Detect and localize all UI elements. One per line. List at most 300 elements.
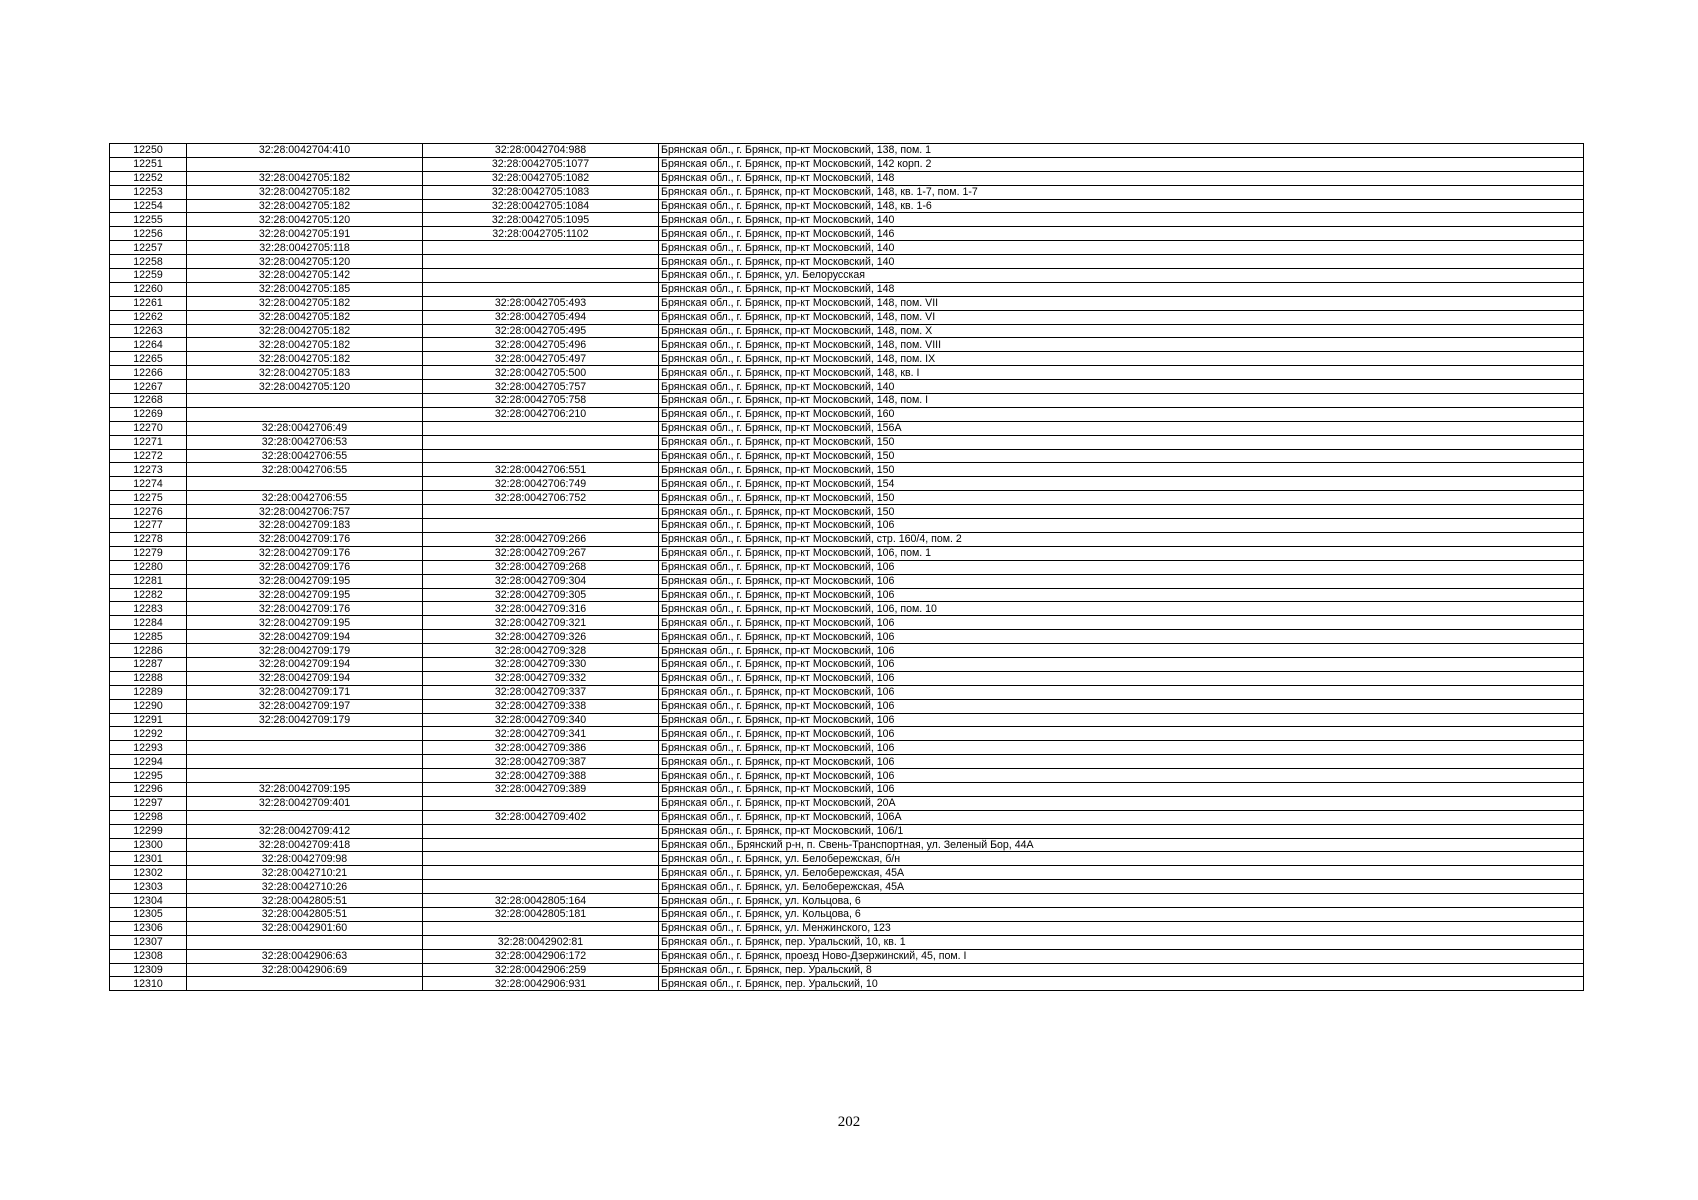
- object-cadastral-number-cell: 32:28:0042709:321: [423, 616, 659, 630]
- object-cadastral-number-cell: 32:28:0042706:752: [423, 491, 659, 505]
- land-cadastral-number-cell: 32:28:0042706:55: [187, 491, 423, 505]
- object-cadastral-number-cell: 32:28:0042709:304: [423, 574, 659, 588]
- object-cadastral-number-cell: 32:28:0042706:551: [423, 463, 659, 477]
- row-number-cell: 12299: [110, 824, 187, 838]
- row-number-cell: 12259: [110, 269, 187, 283]
- object-cadastral-number-cell: 32:28:0042705:758: [423, 394, 659, 408]
- table-row: [110, 755, 1584, 769]
- address-cell: Брянская обл., г. Брянск, пр-кт Московский, 106: [659, 727, 1584, 741]
- row-number-cell: 12282: [110, 588, 187, 602]
- address-cell: Брянская обл., г. Брянск, пр-кт Московский, 148, пом. X: [659, 324, 1584, 338]
- object-cadastral-number-cell: 32:28:0042709:267: [423, 546, 659, 560]
- address-cell: Брянская обл., г. Брянск, пр-кт Московский, 148, кв. 1-6: [659, 199, 1584, 213]
- address-cell: Брянская обл., г. Брянск, пр-кт Московский, 150: [659, 435, 1584, 449]
- table-row: [110, 463, 1584, 477]
- row-number-cell: 12271: [110, 435, 187, 449]
- table-row: [110, 963, 1584, 977]
- row-number-cell: 12253: [110, 185, 187, 199]
- table-row: [110, 602, 1584, 616]
- object-cadastral-number-cell: 32:28:0042705:757: [423, 380, 659, 394]
- table-row: [110, 366, 1584, 380]
- object-cadastral-number-cell: 32:28:0042705:1077: [423, 157, 659, 171]
- row-number-cell: 12265: [110, 352, 187, 366]
- address-cell: Брянская обл., г. Брянск, пр-кт Московский, 140: [659, 241, 1584, 255]
- address-cell: Брянская обл., г. Брянск, пр-кт Московский, 160: [659, 407, 1584, 421]
- address-cell: Брянская обл., г. Брянск, пр-кт Московский, 106: [659, 616, 1584, 630]
- row-number-cell: 12295: [110, 769, 187, 783]
- table-row: [110, 852, 1584, 866]
- land-cadastral-number-cell: [187, 810, 423, 824]
- table-row: [110, 282, 1584, 296]
- row-number-cell: 12268: [110, 394, 187, 408]
- table-row: [110, 824, 1584, 838]
- row-number-cell: 12281: [110, 574, 187, 588]
- address-cell: Брянская обл., г. Брянск, пр-кт Московский, 106: [659, 671, 1584, 685]
- object-cadastral-number-cell: [423, 282, 659, 296]
- address-cell: Брянская обл., г. Брянск, ул. Белобережская, 45А: [659, 866, 1584, 880]
- address-cell: Брянская обл., г. Брянск, пр-кт Московский, 148, пом. VII: [659, 296, 1584, 310]
- row-number-cell: 12309: [110, 963, 187, 977]
- object-cadastral-number-cell: [423, 838, 659, 852]
- land-cadastral-number-cell: 32:28:0042705:182: [187, 310, 423, 324]
- address-cell: Брянская обл., г. Брянск, пр-кт Московский, 150: [659, 463, 1584, 477]
- object-cadastral-number-cell: 32:28:0042709:337: [423, 685, 659, 699]
- table-row: [110, 352, 1584, 366]
- row-number-cell: 12272: [110, 449, 187, 463]
- table-row: [110, 324, 1584, 338]
- row-number-cell: 12251: [110, 157, 187, 171]
- land-cadastral-number-cell: 32:28:0042710:21: [187, 866, 423, 880]
- object-cadastral-number-cell: 32:28:0042705:493: [423, 296, 659, 310]
- address-cell: Брянская обл., г. Брянск, пр-кт Московский, 106: [659, 755, 1584, 769]
- object-cadastral-number-cell: 32:28:0042709:268: [423, 560, 659, 574]
- address-cell: Брянская обл., г. Брянск, пр-кт Московский, 106: [659, 657, 1584, 671]
- table-row: [110, 449, 1584, 463]
- object-cadastral-number-cell: 32:28:0042705:1082: [423, 171, 659, 185]
- object-cadastral-number-cell: 32:28:0042709:388: [423, 769, 659, 783]
- land-cadastral-number-cell: 32:28:0042710:26: [187, 880, 423, 894]
- object-cadastral-number-cell: 32:28:0042705:1095: [423, 213, 659, 227]
- table-row: [110, 921, 1584, 935]
- table-row: [110, 241, 1584, 255]
- land-cadastral-number-cell: 32:28:0042709:195: [187, 616, 423, 630]
- address-cell: Брянская обл., г. Брянск, ул. Белобережская, б/н: [659, 852, 1584, 866]
- registry-table: [109, 143, 1584, 991]
- object-cadastral-number-cell: 32:28:0042709:305: [423, 588, 659, 602]
- row-number-cell: 12273: [110, 463, 187, 477]
- land-cadastral-number-cell: 32:28:0042706:49: [187, 421, 423, 435]
- address-cell: Брянская обл., г. Брянск, ул. Белобережская, 45А: [659, 880, 1584, 894]
- table-row: [110, 477, 1584, 491]
- table-row: [110, 491, 1584, 505]
- row-number-cell: 12257: [110, 241, 187, 255]
- object-cadastral-number-cell: 32:28:0042705:497: [423, 352, 659, 366]
- address-cell: Брянская обл., г. Брянск, пер. Уральский, 10: [659, 977, 1584, 991]
- land-cadastral-number-cell: 32:28:0042709:171: [187, 685, 423, 699]
- table-row: [110, 588, 1584, 602]
- object-cadastral-number-cell: 32:28:0042709:341: [423, 727, 659, 741]
- table-row: [110, 157, 1584, 171]
- address-cell: Брянская обл., г. Брянск, ул. Кольцова, 6: [659, 907, 1584, 921]
- land-cadastral-number-cell: 32:28:0042906:63: [187, 949, 423, 963]
- object-cadastral-number-cell: 32:28:0042709:328: [423, 644, 659, 658]
- row-number-cell: 12276: [110, 505, 187, 519]
- address-cell: Брянская обл., г. Брянск, пр-кт Московский, 106: [659, 574, 1584, 588]
- row-number-cell: 12274: [110, 477, 187, 491]
- land-cadastral-number-cell: 32:28:0042705:182: [187, 352, 423, 366]
- table-row: [110, 769, 1584, 783]
- address-cell: Брянская обл., г. Брянск, пр-кт Московский, 106: [659, 588, 1584, 602]
- land-cadastral-number-cell: 32:28:0042705:182: [187, 199, 423, 213]
- table-row: [110, 880, 1584, 894]
- object-cadastral-number-cell: 32:28:0042709:330: [423, 657, 659, 671]
- address-cell: Брянская обл., г. Брянск, пр-кт Московский, 106: [659, 685, 1584, 699]
- row-number-cell: 12283: [110, 602, 187, 616]
- address-cell: Брянская обл., г. Брянск, пр-кт Московский, 106, пом. 10: [659, 602, 1584, 616]
- row-number-cell: 12250: [110, 144, 187, 158]
- row-number-cell: 12301: [110, 852, 187, 866]
- land-cadastral-number-cell: 32:28:0042705:183: [187, 366, 423, 380]
- row-number-cell: 12288: [110, 671, 187, 685]
- object-cadastral-number-cell: 32:28:0042705:1102: [423, 227, 659, 241]
- object-cadastral-number-cell: [423, 505, 659, 519]
- row-number-cell: 12254: [110, 199, 187, 213]
- table-row: [110, 560, 1584, 574]
- row-number-cell: 12300: [110, 838, 187, 852]
- object-cadastral-number-cell: 32:28:0042705:1083: [423, 185, 659, 199]
- row-number-cell: 12308: [110, 949, 187, 963]
- address-cell: Брянская обл., г. Брянск, проезд Ново-Дзержинский, 45, пом. I: [659, 949, 1584, 963]
- table-row: [110, 949, 1584, 963]
- land-cadastral-number-cell: 32:28:0042706:55: [187, 463, 423, 477]
- table-row: [110, 227, 1584, 241]
- object-cadastral-number-cell: 32:28:0042705:494: [423, 310, 659, 324]
- row-number-cell: 12296: [110, 782, 187, 796]
- row-number-cell: 12260: [110, 282, 187, 296]
- row-number-cell: 12304: [110, 894, 187, 908]
- land-cadastral-number-cell: 32:28:0042709:176: [187, 560, 423, 574]
- land-cadastral-number-cell: [187, 157, 423, 171]
- land-cadastral-number-cell: 32:28:0042709:176: [187, 532, 423, 546]
- address-cell: Брянская обл., г. Брянск, пр-кт Московский, 106: [659, 769, 1584, 783]
- table-row: [110, 977, 1584, 991]
- land-cadastral-number-cell: 32:28:0042706:55: [187, 449, 423, 463]
- land-cadastral-number-cell: 32:28:0042709:195: [187, 782, 423, 796]
- address-cell: Брянская обл., г. Брянск, ул. Менжинского, 123: [659, 921, 1584, 935]
- row-number-cell: 12292: [110, 727, 187, 741]
- land-cadastral-number-cell: 32:28:0042705:120: [187, 213, 423, 227]
- row-number-cell: 12298: [110, 810, 187, 824]
- object-cadastral-number-cell: [423, 519, 659, 533]
- address-cell: Брянская обл., г. Брянск, пр-кт Московский, 146: [659, 227, 1584, 241]
- address-cell: Брянская обл., г. Брянск, пр-кт Московский, 142 корп. 2: [659, 157, 1584, 171]
- address-cell: Брянская обл., г. Брянск, пр-кт Московский, 140: [659, 213, 1584, 227]
- object-cadastral-number-cell: 32:28:0042902:81: [423, 935, 659, 949]
- land-cadastral-number-cell: [187, 769, 423, 783]
- table-row: [110, 269, 1584, 283]
- row-number-cell: 12286: [110, 644, 187, 658]
- object-cadastral-number-cell: 32:28:0042709:386: [423, 741, 659, 755]
- object-cadastral-number-cell: 32:28:0042709:338: [423, 699, 659, 713]
- object-cadastral-number-cell: 32:28:0042709:316: [423, 602, 659, 616]
- table-row: [110, 407, 1584, 421]
- address-cell: Брянская обл., г. Брянск, пр-кт Московский, 106: [659, 699, 1584, 713]
- object-cadastral-number-cell: 32:28:0042705:1084: [423, 199, 659, 213]
- object-cadastral-number-cell: 32:28:0042709:389: [423, 782, 659, 796]
- table-row: [110, 630, 1584, 644]
- table-row: [110, 838, 1584, 852]
- land-cadastral-number-cell: 32:28:0042709:197: [187, 699, 423, 713]
- row-number-cell: 12279: [110, 546, 187, 560]
- land-cadastral-number-cell: 32:28:0042709:176: [187, 546, 423, 560]
- table-row: [110, 810, 1584, 824]
- address-cell: Брянская обл., г. Брянск, пер. Уральский, 8: [659, 963, 1584, 977]
- land-cadastral-number-cell: 32:28:0042705:120: [187, 380, 423, 394]
- row-number-cell: 12266: [110, 366, 187, 380]
- table-row: [110, 894, 1584, 908]
- table-row: [110, 171, 1584, 185]
- land-cadastral-number-cell: 32:28:0042706:53: [187, 435, 423, 449]
- address-cell: Брянская обл., г. Брянск, пр-кт Московский, 20А: [659, 796, 1584, 810]
- table-row: [110, 421, 1584, 435]
- object-cadastral-number-cell: 32:28:0042709:266: [423, 532, 659, 546]
- object-cadastral-number-cell: [423, 852, 659, 866]
- table-row: [110, 685, 1584, 699]
- row-number-cell: 12255: [110, 213, 187, 227]
- address-cell: Брянская обл., г. Брянск, пр-кт Московский, 156А: [659, 421, 1584, 435]
- address-cell: Брянская обл., г. Брянск, пр-кт Московский, 106: [659, 560, 1584, 574]
- table-row: [110, 671, 1584, 685]
- address-cell: Брянская обл., г. Брянск, пр-кт Московский, 106: [659, 782, 1584, 796]
- object-cadastral-number-cell: [423, 866, 659, 880]
- land-cadastral-number-cell: 32:28:0042705:142: [187, 269, 423, 283]
- land-cadastral-number-cell: 32:28:0042705:118: [187, 241, 423, 255]
- row-number-cell: 12294: [110, 755, 187, 769]
- address-cell: Брянская обл., г. Брянск, пр-кт Московский, стр. 160/4, пом. 2: [659, 532, 1584, 546]
- table-row: [110, 380, 1584, 394]
- row-number-cell: 12262: [110, 310, 187, 324]
- address-cell: Брянская обл., г. Брянск, пр-кт Московский, 148, пом. VIII: [659, 338, 1584, 352]
- table-row: [110, 394, 1584, 408]
- object-cadastral-number-cell: 32:28:0042805:181: [423, 907, 659, 921]
- row-number-cell: 12269: [110, 407, 187, 421]
- address-cell: Брянская обл., г. Брянск, пр-кт Московский, 138, пом. 1: [659, 144, 1584, 158]
- address-cell: Брянская обл., г. Брянск, пр-кт Московский, 148, кв. 1-7, пом. 1-7: [659, 185, 1584, 199]
- address-cell: Брянская обл., г. Брянск, пр-кт Московский, 148: [659, 171, 1584, 185]
- table-row: [110, 616, 1584, 630]
- object-cadastral-number-cell: 32:28:0042704:988: [423, 144, 659, 158]
- object-cadastral-number-cell: 32:28:0042805:164: [423, 894, 659, 908]
- object-cadastral-number-cell: 32:28:0042705:495: [423, 324, 659, 338]
- object-cadastral-number-cell: [423, 269, 659, 283]
- object-cadastral-number-cell: 32:28:0042709:332: [423, 671, 659, 685]
- land-cadastral-number-cell: 32:28:0042901:60: [187, 921, 423, 935]
- address-cell: Брянская обл., г. Брянск, пр-кт Московский, 106: [659, 519, 1584, 533]
- row-number-cell: 12305: [110, 907, 187, 921]
- object-cadastral-number-cell: [423, 921, 659, 935]
- land-cadastral-number-cell: 32:28:0042709:195: [187, 574, 423, 588]
- object-cadastral-number-cell: [423, 880, 659, 894]
- object-cadastral-number-cell: 32:28:0042706:749: [423, 477, 659, 491]
- table-row: [110, 644, 1584, 658]
- object-cadastral-number-cell: 32:28:0042709:402: [423, 810, 659, 824]
- object-cadastral-number-cell: [423, 255, 659, 269]
- land-cadastral-number-cell: [187, 727, 423, 741]
- object-cadastral-number-cell: 32:28:0042705:500: [423, 366, 659, 380]
- row-number-cell: 12263: [110, 324, 187, 338]
- row-number-cell: 12256: [110, 227, 187, 241]
- land-cadastral-number-cell: 32:28:0042709:98: [187, 852, 423, 866]
- land-cadastral-number-cell: [187, 407, 423, 421]
- table-row: [110, 935, 1584, 949]
- land-cadastral-number-cell: [187, 977, 423, 991]
- row-number-cell: 12258: [110, 255, 187, 269]
- row-number-cell: 12310: [110, 977, 187, 991]
- row-number-cell: 12307: [110, 935, 187, 949]
- table-row: [110, 310, 1584, 324]
- land-cadastral-number-cell: 32:28:0042709:194: [187, 671, 423, 685]
- land-cadastral-number-cell: 32:28:0042704:410: [187, 144, 423, 158]
- address-cell: Брянская обл., г. Брянск, пр-кт Московский, 150: [659, 491, 1584, 505]
- address-cell: Брянская обл., г. Брянск, ул. Кольцова, 6: [659, 894, 1584, 908]
- address-cell: Брянская обл., г. Брянск, пр-кт Московский, 148: [659, 282, 1584, 296]
- address-cell: Брянская обл., г. Брянск, пр-кт Московский, 150: [659, 505, 1584, 519]
- land-cadastral-number-cell: 32:28:0042709:194: [187, 630, 423, 644]
- object-cadastral-number-cell: 32:28:0042906:931: [423, 977, 659, 991]
- land-cadastral-number-cell: 32:28:0042709:412: [187, 824, 423, 838]
- table-row: [110, 866, 1584, 880]
- table-row: [110, 199, 1584, 213]
- address-cell: Брянская обл., г. Брянск, пр-кт Московский, 154: [659, 477, 1584, 491]
- land-cadastral-number-cell: 32:28:0042709:194: [187, 657, 423, 671]
- page-number: 202: [837, 1114, 861, 1130]
- object-cadastral-number-cell: 32:28:0042906:259: [423, 963, 659, 977]
- table-row: [110, 796, 1584, 810]
- table-row: [110, 532, 1584, 546]
- row-number-cell: 12306: [110, 921, 187, 935]
- land-cadastral-number-cell: 32:28:0042705:182: [187, 185, 423, 199]
- object-cadastral-number-cell: 32:28:0042706:210: [423, 407, 659, 421]
- land-cadastral-number-cell: [187, 741, 423, 755]
- land-cadastral-number-cell: 32:28:0042705:182: [187, 296, 423, 310]
- land-cadastral-number-cell: 32:28:0042705:191: [187, 227, 423, 241]
- table-row: [110, 713, 1584, 727]
- object-cadastral-number-cell: [423, 241, 659, 255]
- object-cadastral-number-cell: 32:28:0042705:496: [423, 338, 659, 352]
- row-number-cell: 12280: [110, 560, 187, 574]
- land-cadastral-number-cell: 32:28:0042906:69: [187, 963, 423, 977]
- table-row: [110, 505, 1584, 519]
- row-number-cell: 12261: [110, 296, 187, 310]
- land-cadastral-number-cell: [187, 935, 423, 949]
- object-cadastral-number-cell: [423, 421, 659, 435]
- row-number-cell: 12275: [110, 491, 187, 505]
- address-cell: Брянская обл., г. Брянск, пр-кт Московский, 106/1: [659, 824, 1584, 838]
- row-number-cell: 12285: [110, 630, 187, 644]
- address-cell: Брянская обл., г. Брянск, пр-кт Московский, 150: [659, 449, 1584, 463]
- row-number-cell: 12303: [110, 880, 187, 894]
- object-cadastral-number-cell: [423, 435, 659, 449]
- address-cell: Брянская обл., г. Брянск, пр-кт Московский, 148, пом. VI: [659, 310, 1584, 324]
- object-cadastral-number-cell: [423, 796, 659, 810]
- address-cell: Брянская обл., г. Брянск, пр-кт Московский, 106: [659, 630, 1584, 644]
- row-number-cell: 12284: [110, 616, 187, 630]
- land-cadastral-number-cell: 32:28:0042709:418: [187, 838, 423, 852]
- table-row: [110, 435, 1584, 449]
- address-cell: Брянская обл., г. Брянск, пр-кт Московский, 106: [659, 741, 1584, 755]
- object-cadastral-number-cell: [423, 449, 659, 463]
- row-number-cell: 12290: [110, 699, 187, 713]
- land-cadastral-number-cell: 32:28:0042705:182: [187, 171, 423, 185]
- address-cell: Брянская обл., г. Брянск, пр-кт Московский, 148, кв. I: [659, 366, 1584, 380]
- land-cadastral-number-cell: [187, 755, 423, 769]
- land-cadastral-number-cell: 32:28:0042805:51: [187, 894, 423, 908]
- row-number-cell: 12293: [110, 741, 187, 755]
- object-cadastral-number-cell: [423, 824, 659, 838]
- table-row: [110, 727, 1584, 741]
- row-number-cell: 12277: [110, 519, 187, 533]
- land-cadastral-number-cell: 32:28:0042705:185: [187, 282, 423, 296]
- row-number-cell: 12287: [110, 657, 187, 671]
- land-cadastral-number-cell: 32:28:0042706:757: [187, 505, 423, 519]
- object-cadastral-number-cell: 32:28:0042709:326: [423, 630, 659, 644]
- row-number-cell: 12278: [110, 532, 187, 546]
- row-number-cell: 12302: [110, 866, 187, 880]
- registry-table-body: [110, 144, 1584, 991]
- table-row: [110, 213, 1584, 227]
- table-row: [110, 144, 1584, 158]
- object-cadastral-number-cell: 32:28:0042906:172: [423, 949, 659, 963]
- address-cell: Брянская обл., г. Брянск, пр-кт Московский, 148, пом. I: [659, 394, 1584, 408]
- table-row: [110, 296, 1584, 310]
- row-number-cell: 12252: [110, 171, 187, 185]
- address-cell: Брянская обл., г. Брянск, пр-кт Московский, 106А: [659, 810, 1584, 824]
- row-number-cell: 12264: [110, 338, 187, 352]
- land-cadastral-number-cell: 32:28:0042709:179: [187, 644, 423, 658]
- land-cadastral-number-cell: 32:28:0042705:120: [187, 255, 423, 269]
- land-cadastral-number-cell: 32:28:0042709:179: [187, 713, 423, 727]
- address-cell: Брянская обл., г. Брянск, пр-кт Московский, 106, пом. 1: [659, 546, 1584, 560]
- table-row: [110, 782, 1584, 796]
- address-cell: Брянская обл., г. Брянск, пер. Уральский, 10, кв. 1: [659, 935, 1584, 949]
- object-cadastral-number-cell: 32:28:0042709:387: [423, 755, 659, 769]
- table-row: [110, 546, 1584, 560]
- table-row: [110, 519, 1584, 533]
- row-number-cell: 12267: [110, 380, 187, 394]
- land-cadastral-number-cell: 32:28:0042805:51: [187, 907, 423, 921]
- address-cell: Брянская обл., г. Брянск, пр-кт Московский, 106: [659, 713, 1584, 727]
- table-row: [110, 699, 1584, 713]
- row-number-cell: 12270: [110, 421, 187, 435]
- address-cell: Брянская обл., г. Брянск, пр-кт Московский, 148, пом. IX: [659, 352, 1584, 366]
- table-row: [110, 338, 1584, 352]
- table-row: [110, 574, 1584, 588]
- row-number-cell: 12291: [110, 713, 187, 727]
- table-row: [110, 185, 1584, 199]
- land-cadastral-number-cell: 32:28:0042709:183: [187, 519, 423, 533]
- table-row: [110, 741, 1584, 755]
- table-row: [110, 657, 1584, 671]
- land-cadastral-number-cell: 32:28:0042705:182: [187, 324, 423, 338]
- address-cell: Брянская обл., г. Брянск, пр-кт Московский, 140: [659, 255, 1584, 269]
- land-cadastral-number-cell: 32:28:0042709:195: [187, 588, 423, 602]
- land-cadastral-number-cell: 32:28:0042705:182: [187, 338, 423, 352]
- land-cadastral-number-cell: [187, 477, 423, 491]
- row-number-cell: 12297: [110, 796, 187, 810]
- land-cadastral-number-cell: 32:28:0042709:176: [187, 602, 423, 616]
- land-cadastral-number-cell: 32:28:0042709:401: [187, 796, 423, 810]
- address-cell: Брянская обл., г. Брянск, пр-кт Московский, 140: [659, 380, 1584, 394]
